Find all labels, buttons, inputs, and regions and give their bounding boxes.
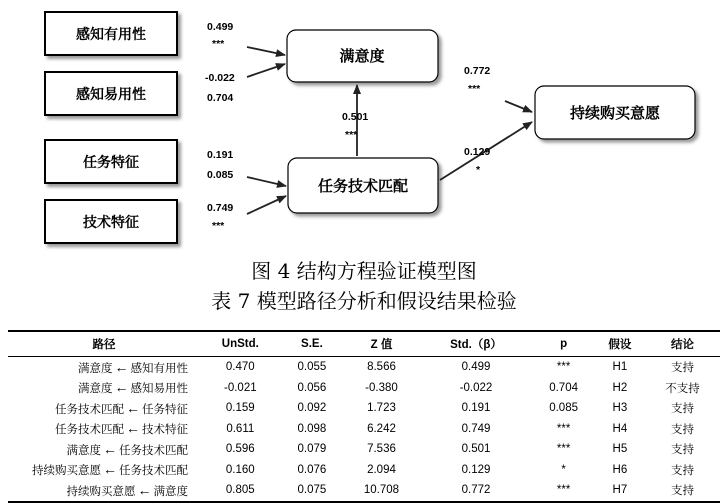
sig-ttf-sat: *** (345, 129, 358, 141)
sig-tech-ttf: *** (212, 220, 225, 232)
path-to: 任务技术匹配 (55, 424, 124, 437)
cell-result: 支持 (670, 362, 694, 375)
path-from: 满意度 (153, 485, 188, 498)
coef-peou-sat: -0.022 (205, 72, 235, 84)
path-analysis-table (8, 330, 720, 503)
path-to: 满意度 (66, 444, 101, 457)
header-z: Z 值 (343, 331, 420, 357)
cell-unstd: 0.611 (226, 422, 255, 435)
path-to: 任务技术匹配 (55, 403, 124, 416)
cell-unstd: 0.805 (200, 480, 281, 502)
path-cell (8, 357, 200, 378)
path-from: 任务技术匹配 (119, 465, 188, 478)
cell-unstd: 0.470 (225, 361, 255, 374)
figure-caption: 图 4 结构方程验证模型图 (251, 259, 477, 283)
cell-result: 支持 (670, 403, 694, 416)
cell-se: 0.092 (297, 402, 327, 415)
cell-std: 0.499 (461, 361, 491, 374)
table-row (8, 378, 720, 399)
cell-std: 0.501 (461, 443, 491, 456)
table-row (8, 357, 720, 378)
left-arrow-icon: ← (126, 399, 140, 416)
left-arrow-icon: ← (114, 379, 129, 396)
node-continuance-intention (535, 86, 695, 139)
node-perceived-ease-of-use (45, 72, 177, 115)
arrow-task-to-ttf (247, 177, 286, 186)
path-from: 技术特征 (142, 424, 188, 437)
cell-result: 支持 (670, 423, 694, 436)
node-label: 任务技术匹配 (317, 177, 409, 195)
cell-se: 0.056 (297, 381, 327, 394)
cell-unstd: 0.160 (225, 463, 255, 476)
cell-std: 0.129 (461, 463, 491, 476)
left-arrow-icon: ← (114, 358, 129, 375)
cell-h: H2 (612, 381, 628, 394)
cell-z: 2.094 (367, 463, 396, 476)
cell-std: 0.772 (420, 480, 533, 502)
cell-p: 0.085 (549, 402, 578, 415)
arrow-pu-to-satisfaction (247, 47, 285, 55)
sig-pu-sat: *** (212, 38, 225, 50)
path-cell (8, 378, 200, 399)
table-header-row (8, 331, 720, 357)
coef-tech-ttf: 0.749 (207, 202, 234, 214)
cell-p: * (561, 463, 566, 476)
node-label: 感知易用性 (76, 87, 146, 103)
path-cell (8, 419, 200, 440)
left-arrow-icon: ← (126, 420, 140, 437)
cell-z: 7.536 (367, 443, 396, 456)
header-result: 结论 (645, 331, 720, 357)
node-label: 持续购买意愿 (569, 104, 661, 122)
header-path: 路径 (8, 331, 200, 357)
cell-h: H1 (612, 361, 628, 374)
path-to: 满意度 (78, 383, 113, 396)
node-task-characteristics (45, 140, 177, 183)
cell-se: 0.075 (281, 480, 344, 502)
cell-p: *** (532, 480, 595, 502)
cell-unstd: -0.021 (224, 381, 257, 394)
cell-unstd: 0.596 (225, 443, 255, 456)
cell-se: 0.076 (297, 463, 327, 476)
cell-p: 0.704 (549, 381, 578, 394)
arrow-peou-to-satisfaction (247, 64, 285, 77)
node-technology-characteristics (45, 200, 177, 243)
cell-h: H6 (612, 463, 628, 476)
cell-result: 支持 (670, 444, 694, 457)
header-unstd: UnStd. (200, 331, 281, 357)
left-arrow-icon: ← (103, 440, 117, 457)
cell-p: *** (556, 422, 571, 435)
path-cell (8, 460, 200, 481)
header-se: S.E. (281, 331, 344, 357)
cell-h: H7 (595, 480, 645, 502)
node-label: 任务特征 (83, 155, 139, 171)
cell-se: 0.098 (297, 422, 327, 435)
cell-z: -0.380 (365, 381, 398, 394)
cell-result: 支持 (670, 464, 694, 477)
path-to: 满意度 (78, 362, 113, 375)
cell-std: 0.749 (461, 422, 491, 435)
coef-ttf-sat: 0.501 (342, 111, 369, 123)
path-from: 任务特征 (142, 403, 188, 416)
table-row (8, 460, 720, 481)
node-label: 技术特征 (83, 215, 139, 231)
sig-ttf-ci: * (476, 164, 481, 176)
cell-se: 0.055 (297, 361, 327, 374)
cell-result: 支持 (645, 480, 720, 502)
coef-task-ttf: 0.191 (207, 149, 234, 161)
table-row (8, 419, 720, 440)
cell-unstd: 0.159 (225, 402, 255, 415)
path-from: 感知易用性 (130, 383, 188, 396)
node-label: 感知有用性 (76, 27, 146, 43)
cell-h: H4 (612, 422, 628, 435)
coef-pu-sat: 0.499 (207, 21, 234, 33)
header-hypothesis: 假设 (595, 331, 645, 357)
path-to: 持续购买意愿 (66, 485, 136, 498)
table-row (8, 480, 720, 502)
header-p: p (532, 331, 595, 357)
sig-sat-ci: *** (468, 83, 481, 95)
table-row (8, 398, 720, 419)
cell-z: 6.242 (367, 422, 396, 435)
sig-peou-sat: 0.704 (207, 92, 234, 104)
cell-std: -0.022 (459, 381, 493, 394)
table-caption: 表 7 模型路径分析和假设结果检验 (211, 289, 517, 313)
cell-p: *** (556, 443, 571, 456)
sig-task-ttf: 0.085 (207, 169, 234, 181)
left-arrow-icon: ← (137, 481, 152, 498)
cell-result: 不支持 (665, 382, 700, 395)
path-cell (8, 398, 200, 419)
coef-ttf-ci: 0.129 (464, 146, 491, 158)
node-task-technology-fit (288, 158, 438, 213)
path-cell (8, 480, 200, 502)
cell-se: 0.079 (297, 443, 327, 456)
cell-p: *** (556, 361, 571, 374)
cell-h: H3 (612, 402, 628, 415)
cell-z: 8.566 (367, 361, 396, 374)
arrow-satisfaction-to-ci (505, 101, 532, 112)
path-from: 感知有用性 (130, 362, 188, 375)
path-cell (8, 439, 200, 460)
cell-h: H5 (612, 443, 628, 456)
path-to: 持续购买意愿 (32, 465, 101, 478)
cell-std: 0.191 (461, 402, 491, 415)
arrow-tech-to-ttf (247, 196, 286, 214)
coef-sat-ci: 0.772 (464, 65, 491, 77)
header-std: Std.（β） (420, 331, 533, 357)
node-perceived-usefulness (45, 12, 177, 55)
path-from: 任务技术匹配 (119, 444, 188, 457)
left-arrow-icon: ← (103, 461, 117, 478)
node-satisfaction (287, 30, 438, 82)
cell-z: 1.723 (367, 402, 396, 415)
cell-z: 10.708 (343, 480, 420, 502)
table-row (8, 439, 720, 460)
node-label: 满意度 (339, 47, 385, 65)
